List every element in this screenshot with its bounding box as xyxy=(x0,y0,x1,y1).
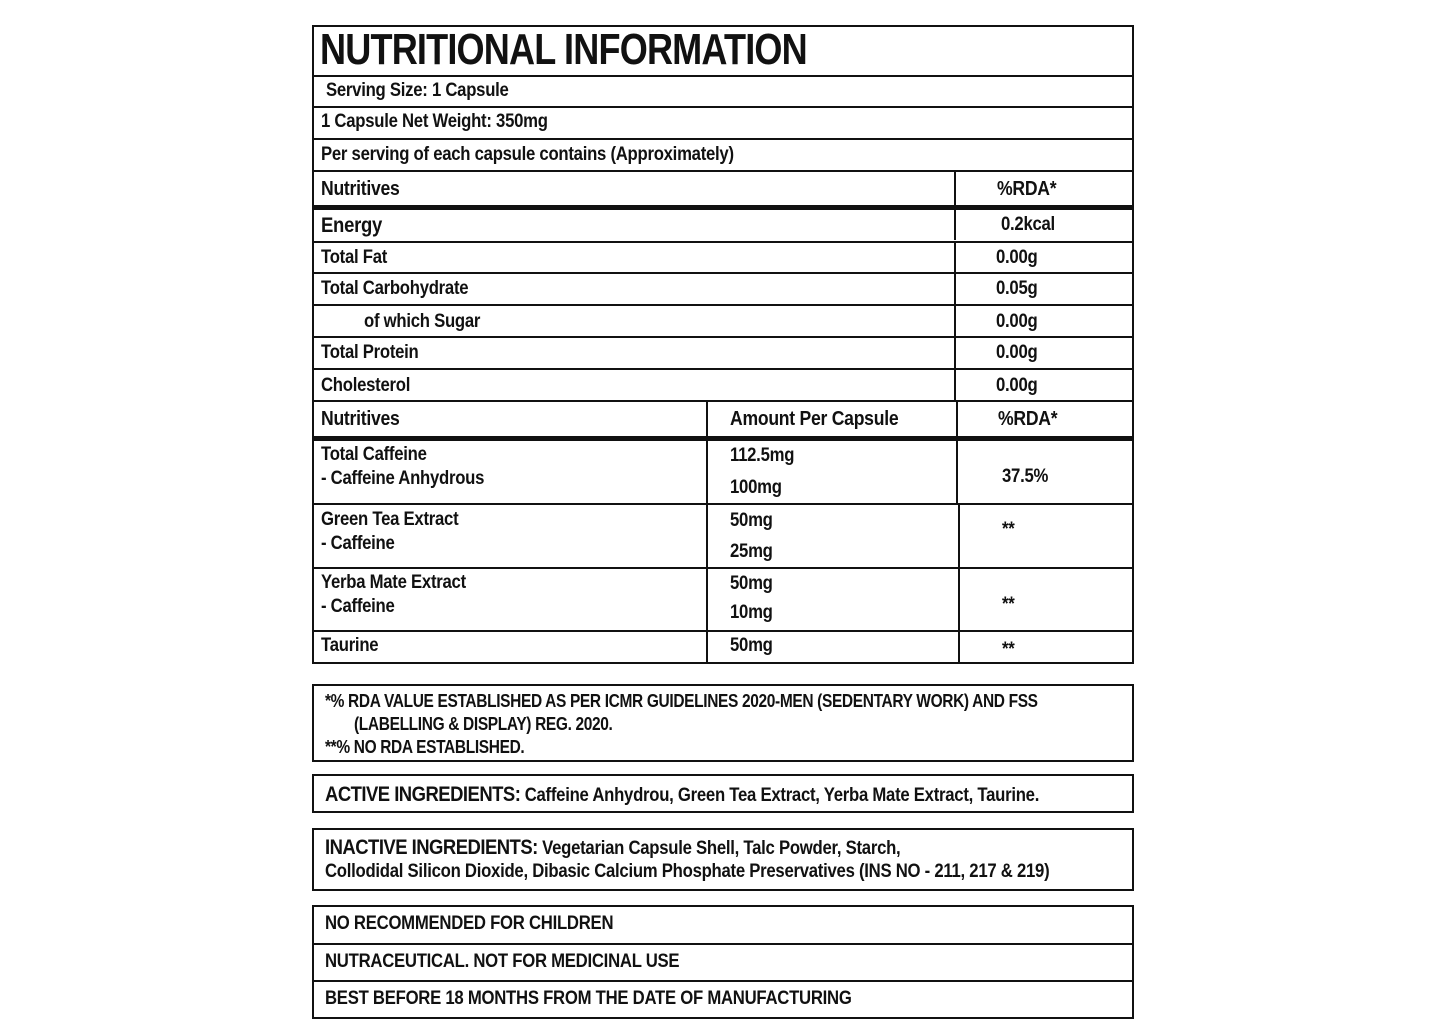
column-divider xyxy=(706,569,708,631)
ingredient-sub: - Caffeine xyxy=(321,533,395,554)
column-divider xyxy=(954,274,956,305)
ingredient-amount: 112.5mg xyxy=(730,445,795,466)
warning-row xyxy=(314,980,1132,1017)
inactive-ingredients-line-1 xyxy=(325,836,900,860)
nutrient-value: 0.00g xyxy=(996,375,1038,396)
warning-text: BEST BEFORE 18 MONTHS FROM THE DATE OF MANUFACTURING xyxy=(325,988,852,1009)
rda-footnote xyxy=(312,684,1134,762)
ingredient-sub: - Caffeine Anhydrous xyxy=(321,468,485,489)
nutrition-row xyxy=(314,336,1132,369)
nutrient-name: Energy xyxy=(321,214,383,237)
warning-text: NUTRACEUTICAL. NOT FOR MEDICINAL USE xyxy=(325,951,680,972)
ingredient-row xyxy=(314,630,1132,663)
header-nutritives: Nutritives xyxy=(321,178,400,200)
nutrition-row xyxy=(314,241,1132,273)
nutrient-name: Total Fat xyxy=(321,247,388,268)
ingredient-name: Total Caffeine xyxy=(321,444,427,465)
ingredient-row xyxy=(314,440,1132,504)
warning-row xyxy=(314,943,1132,981)
nutrient-name: Cholesterol xyxy=(321,375,411,396)
ingredient-amount: 50mg xyxy=(730,510,773,531)
nutrition-panel xyxy=(312,25,1134,664)
ingredient-amount-sub: 100mg xyxy=(730,477,782,498)
column-divider xyxy=(958,632,960,663)
header-amount: Amount Per Capsule xyxy=(730,408,899,430)
active-ingredients xyxy=(312,774,1134,813)
column-divider xyxy=(954,370,956,402)
header-rda: %RDA* xyxy=(998,408,1058,430)
ingredient-name: Yerba Mate Extract xyxy=(321,572,466,593)
inactive-ingredients-text-2: Collodidal Silicon Dioxide, Dibasic Calcium Phosphate Preservatives (INS NO - 211, 217 & 219) xyxy=(325,861,1050,882)
warning-row xyxy=(314,907,1132,944)
active-ingredients-label: ACTIVE INGREDIENTS: xyxy=(325,783,521,806)
ingredient-rda: 37.5% xyxy=(1002,466,1049,487)
nutrient-value: 0.00g xyxy=(996,311,1038,332)
net-weight: 1 Capsule Net Weight: 350mg xyxy=(321,111,548,132)
ingredient-rda: ** xyxy=(1002,594,1015,615)
nutrient-name: of which Sugar xyxy=(364,311,481,332)
column-divider xyxy=(954,243,956,273)
column-divider xyxy=(706,505,708,567)
header-nutritives: Nutritives xyxy=(321,408,400,430)
inactive-ingredients-text-1: Vegetarian Capsule Shell, Talc Powder, Starch, xyxy=(542,838,901,859)
nutrient-value: 0.00g xyxy=(996,342,1038,363)
warnings-box xyxy=(312,905,1134,1019)
nutrient-name: Total Protein xyxy=(321,342,419,363)
nutrient-value: 0.00g xyxy=(996,247,1038,268)
per-serving-row xyxy=(314,138,1132,172)
ingredient-name: Taurine xyxy=(321,635,379,656)
column-divider xyxy=(954,338,956,369)
ingredient-row xyxy=(314,503,1132,567)
column-divider xyxy=(954,306,956,337)
nutrition-row xyxy=(314,208,1132,240)
inactive-ingredients xyxy=(312,828,1134,891)
nutrient-value: 0.2kcal xyxy=(1001,214,1055,235)
nutrition-row xyxy=(314,304,1132,337)
serving-size-row xyxy=(314,75,1132,107)
ingredient-amount: 50mg xyxy=(730,635,773,656)
ingredient-name: Green Tea Extract xyxy=(321,509,459,530)
ingredient-amount-sub: 10mg xyxy=(730,602,773,623)
nutrition-row xyxy=(314,272,1132,305)
footnote-line-3: **% NO RDA ESTABLISHED. xyxy=(325,737,525,757)
ingredient-header-row xyxy=(314,400,1132,440)
nutrient-value: 0.05g xyxy=(996,278,1038,299)
ingredient-amount-sub: 25mg xyxy=(730,541,773,562)
footnote-line-2: (LABELLING & DISPLAY) REG. 2020. xyxy=(354,714,613,734)
column-divider xyxy=(958,569,960,631)
nutrition-row xyxy=(314,368,1132,402)
nutrition-header-row xyxy=(314,170,1132,210)
column-divider xyxy=(956,440,958,504)
column-divider xyxy=(958,505,960,567)
panel-title: NUTRITIONAL INFORMATION xyxy=(320,25,807,74)
column-divider xyxy=(706,402,708,440)
footnote-line-1: *% RDA VALUE ESTABLISHED AS PER ICMR GUIDELINES 2020-MEN (SEDENTARY WORK) AND FSS xyxy=(325,691,1038,711)
ingredient-rda: ** xyxy=(1002,519,1015,540)
column-divider xyxy=(706,440,708,504)
column-divider xyxy=(706,632,708,663)
serving-size: Serving Size: 1 Capsule xyxy=(326,80,509,101)
active-ingredients-text: Caffeine Anhydrou, Green Tea Extract, Yerba Mate Extract, Taurine. xyxy=(524,785,1040,806)
header-rda: %RDA* xyxy=(997,178,1057,200)
ingredient-rda: ** xyxy=(1002,639,1015,660)
column-divider xyxy=(956,402,958,440)
ingredient-amount: 50mg xyxy=(730,573,773,594)
net-weight-row xyxy=(314,106,1132,139)
warning-text: NO RECOMMENDED FOR CHILDREN xyxy=(325,913,614,934)
active-ingredients-line xyxy=(325,783,1039,807)
per-serving-note: Per serving of each capsule contains (Approximately) xyxy=(321,144,734,165)
inactive-ingredients-label: INACTIVE INGREDIENTS: xyxy=(325,836,538,859)
ingredient-sub: - Caffeine xyxy=(321,596,395,617)
column-divider xyxy=(954,208,956,240)
ingredient-row xyxy=(314,567,1132,631)
nutrient-name: Total Carbohydrate xyxy=(321,278,469,299)
